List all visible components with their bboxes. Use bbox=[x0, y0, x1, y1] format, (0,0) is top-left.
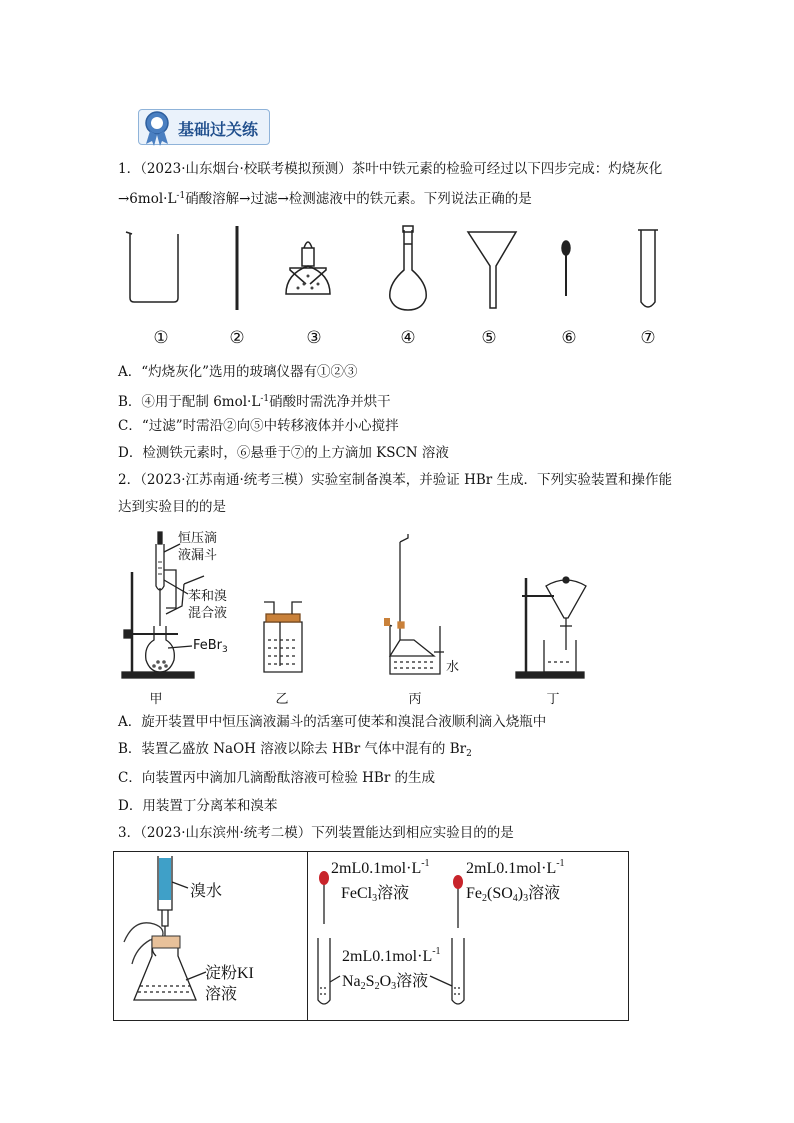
banner-title: 基础过关练 bbox=[178, 120, 259, 139]
device-label-yi: 乙 bbox=[275, 692, 289, 707]
label-mix-2: 混合液 bbox=[188, 606, 228, 621]
apparatus-label-2: ② bbox=[229, 328, 245, 348]
apparatus-label-1: ① bbox=[153, 328, 169, 348]
label-pressure-funnel-2: 液漏斗 bbox=[178, 548, 218, 563]
label-pressure-funnel-1: 恒压滴 bbox=[178, 531, 218, 546]
label-fecl3-conc: $2mL0.1mol\cdot L^{-1}$ bbox=[331, 858, 430, 877]
dropper-icon bbox=[562, 241, 570, 296]
q3-stem: 3．（2023·山东滨州·统考二模）下列装置能达到相应实验目的的是 bbox=[118, 825, 514, 841]
label-fecl3-name: FeCl3溶液 bbox=[341, 885, 410, 904]
q1-stem-line1: 1．（2023·山东烟台·校联考模拟预测）茶叶中铁元素的检验可经过以下四步完成：灼烧灰化 bbox=[118, 161, 663, 177]
device-label-ding: 丁 bbox=[546, 692, 560, 707]
lamp-wick-dots bbox=[297, 275, 320, 290]
q2-option-c: C．向装置丙中滴加几滴酚酞溶液可检验 HBr 的生成 bbox=[118, 770, 436, 786]
q2-option-b: B．装置乙盛放 NaOH 溶液以除去 HBr 气体中混有的 $Br_2$ bbox=[118, 741, 472, 759]
label-water: 水 bbox=[446, 660, 460, 675]
q1-stem-line2: $\to 6mol\cdot L^{-1}$硝酸溶解→过滤→检测滤液中的铁元素。下列说法正确的是 bbox=[118, 191, 532, 207]
label-starch-ki-1: 淀粉KI bbox=[205, 965, 254, 982]
apparatus-label-6: ⑥ bbox=[561, 328, 577, 348]
label-na2s2o3-conc: $2mL0.1mol\cdot L^{-1}$ bbox=[342, 946, 441, 965]
q2-stem-line1: 2．（2023·江苏南通·统考三模）实验室制备溴苯，并验证 HBr 生成．下列实验装置和操作能 bbox=[118, 472, 673, 488]
q1-apparatus-figure bbox=[118, 222, 678, 322]
label-fe2so43-conc: $2mL0.1mol\cdot L^{-1}$ bbox=[466, 858, 565, 877]
device-label-bing: 丙 bbox=[408, 692, 422, 707]
section-banner bbox=[130, 103, 270, 147]
q2-option-a: A．旋开装置甲中恒压滴液漏斗的活塞可使苯和溴混合液顺利滴入烧瓶中 bbox=[118, 714, 547, 730]
label-bromine-water: 溴水 bbox=[190, 883, 223, 900]
febr3-granules bbox=[152, 660, 168, 670]
alcohol-lamp-icon bbox=[286, 242, 330, 294]
q1-option-d: D．检测铁元素时，⑥悬垂于⑦的上方滴加 KSCN 溶液 bbox=[118, 445, 449, 461]
label-mix-1: 苯和溴 bbox=[188, 589, 228, 604]
label-na2s2o3-name: Na2S2O3溶液 bbox=[342, 973, 429, 992]
apparatus-label-4: ④ bbox=[400, 328, 416, 348]
apparatus-label-3: ③ bbox=[306, 328, 322, 348]
award-ribbon-icon bbox=[140, 109, 174, 147]
apparatus-label-7: ⑦ bbox=[640, 328, 656, 348]
label-fe2so43-name: Fe2(SO4)3溶液 bbox=[466, 885, 561, 904]
beaker-icon bbox=[130, 234, 178, 302]
q2-option-d: D．用装置丁分离苯和溴苯 bbox=[118, 798, 278, 814]
q1-option-b: B．④用于配制 $6mol\cdot L^{-1}$硝酸时需洗净并烘干 bbox=[118, 394, 391, 410]
q2-stem-line2: 达到实验目的的是 bbox=[118, 499, 226, 515]
q1-option-c: C．“过滤”时需沿②向⑤中转移液体并小心搅拌 bbox=[118, 418, 399, 434]
apparatus-label-5: ⑤ bbox=[481, 328, 497, 348]
funnel-icon bbox=[468, 232, 516, 308]
label-starch-ki-2: 溶液 bbox=[205, 986, 238, 1003]
q1-option-a: A．“灼烧灰化”选用的玻璃仪器有①②③ bbox=[118, 364, 358, 380]
test-tube-icon bbox=[638, 230, 658, 307]
device-label-jia: 甲 bbox=[149, 692, 163, 707]
volumetric-flask-icon bbox=[390, 226, 426, 310]
label-febr3: FeBr$_3$ bbox=[193, 638, 228, 655]
